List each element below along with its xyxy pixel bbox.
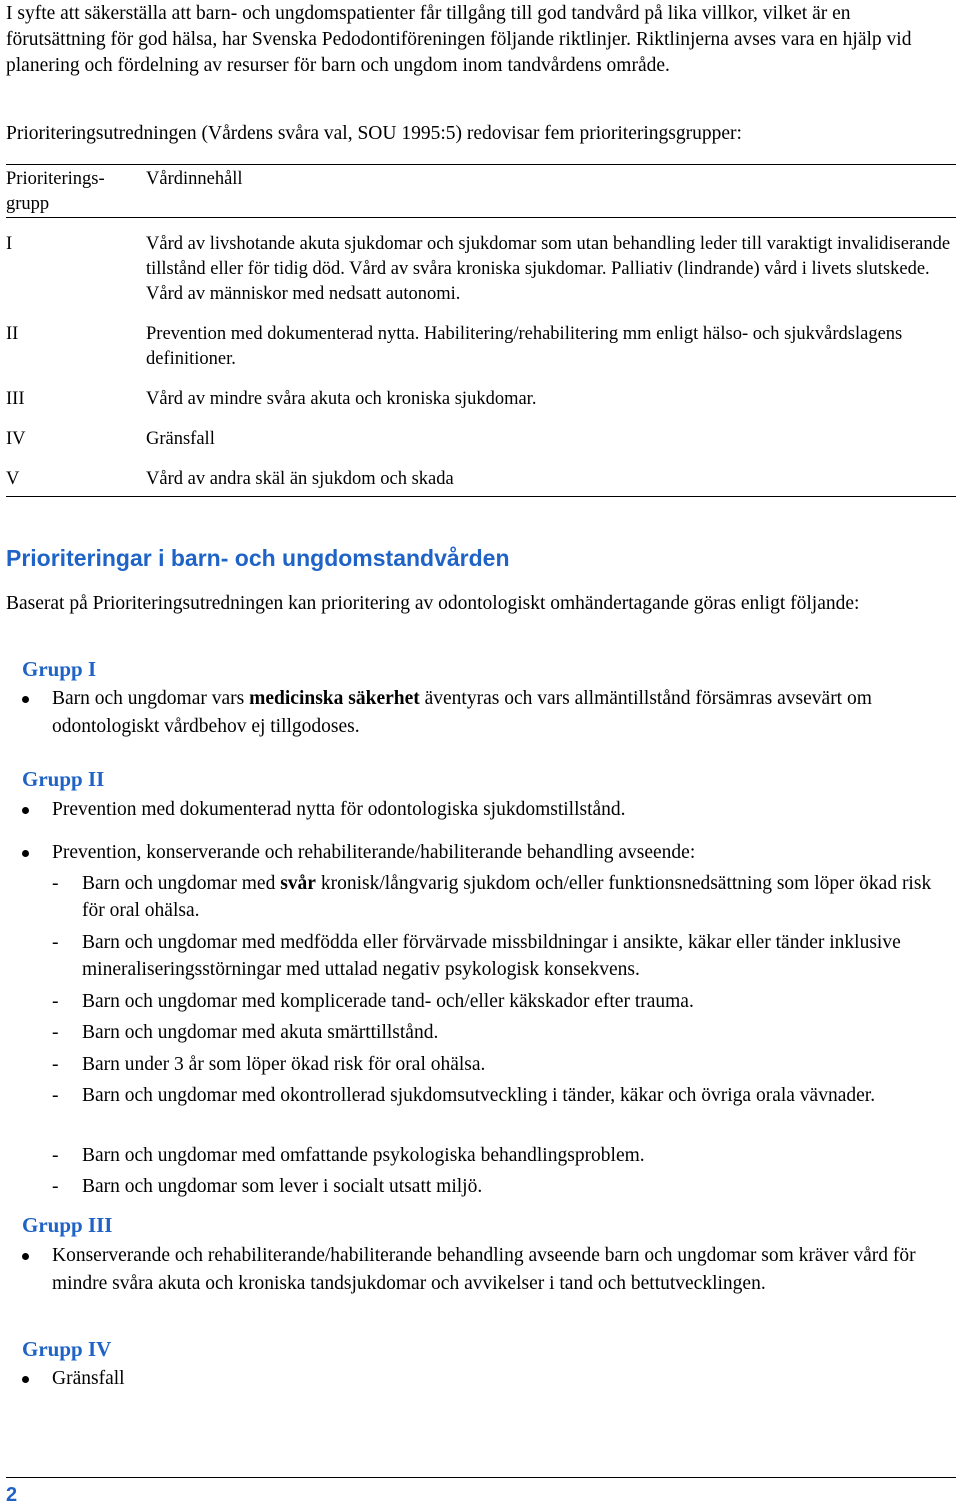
row-group-label: V: [6, 469, 20, 489]
bullet-icon: [22, 696, 29, 703]
sub-list-item-text: Barn under 3 år som löper ökad risk för oral ohälsa.: [82, 1054, 486, 1075]
row-content: Vård av mindre svåra akuta och kroniska sjukdomar.: [146, 389, 537, 409]
group-heading-3: Grupp III: [22, 1213, 113, 1237]
list-item-text: [52, 685, 952, 741]
row-group-label: IV: [6, 429, 26, 449]
emphasis: medicinska säkerhet: [249, 688, 420, 709]
text-span: Barn och ungdomar vars: [52, 688, 250, 709]
bullet-icon: [22, 1253, 29, 1260]
header-priority-group: Prioriterings- grupp: [6, 169, 105, 214]
sub-list-item-text: Barn och ungdomar med komplicerade tand- och/eller käkskador efter trauma.: [82, 991, 694, 1012]
list-item-text: Gränsfall: [52, 1368, 125, 1389]
group-heading-2: Grupp II: [22, 767, 105, 791]
dash-marker: -: [52, 1022, 59, 1043]
list-item-text: Prevention med dokumenterad nytta för odontologiska sjukdomstillstånd.: [52, 799, 626, 820]
bullet-icon: [22, 850, 29, 857]
dash-marker: -: [52, 1085, 59, 1106]
emphasis: svår: [280, 873, 316, 894]
text-span: kronisk/långvarig sjukdom och/eller funktionsnedsättning som löper ökad risk för oral ohälsa.: [82, 873, 932, 921]
sub-list-item-text: Barn och ungdomar med akuta smärttillstånd.: [82, 1022, 439, 1043]
dash-marker: -: [52, 1054, 59, 1075]
dash-marker: -: [52, 991, 59, 1012]
group-heading-1: Grupp I: [22, 657, 97, 681]
list-item-text: Konserverande och rehabiliterande/habiliterande behandling avseende barn och ungdomar som kräver vård för mindre svåra akuta och kroniska tandsjukdomar och avvikelser i tand och bettutvecklingen.: [52, 1245, 916, 1294]
sub-list-item-text: Barn och ungdomar med okontrollerad sjukdomsutveckling i tänder, käkar och övriga orala vävnader.: [82, 1085, 876, 1106]
dash-marker: -: [52, 1145, 59, 1166]
page-number: 2: [6, 1484, 18, 1506]
table-header: [6, 165, 956, 218]
sub-list-item-text: [82, 870, 952, 924]
group-heading-4: Grupp IV: [22, 1337, 112, 1361]
row-group-label: I: [6, 234, 13, 254]
intro-paragraph: I syfte att säkerställa att barn- och ungdomspatienter får tillgång till god tandvård på lika villkor, vilket är en förutsättning för god hälsa, har Svenska Pedodontiföreningen följande riktlinjer. Riktlinjerna avses vara en hjälp vid planering och fördelning av resurser för barn och ungdom inom tandvårdens område.: [6, 3, 912, 76]
footer-divider: [6, 1477, 956, 1478]
priority-groups-table: [6, 164, 956, 497]
sub-list-item-text: Barn och ungdomar med omfattande psykologiska behandlingsproblem.: [82, 1145, 645, 1166]
header-care-content: Vårdinnehåll: [146, 169, 243, 189]
row-content: Prevention med dokumenterad nytta. Habilitering/rehabilitering mm enligt hälso- och sjukvårdslagens definitioner.: [146, 324, 903, 369]
sub-list-item-text: Barn och ungdomar som lever i socialt utsatt miljö.: [82, 1176, 483, 1197]
row-content: Vård av livshotande akuta sjukdomar och sjukdomar som utan behandling leder till varaktigt invalidiserande tillstånd eller för tidig död. Vård av svåra kroniska sjukdomar. Palliativ (lindrande) vård i livets slutskede. Vård av människor med nedsatt autonomi.: [146, 234, 951, 304]
section-title: Prioriteringar i barn- och ungdomstandvården: [6, 545, 510, 571]
sub-list-item-text: Barn och ungdomar med medfödda eller förvärvade missbildningar i ansikte, käkar eller tänder inklusive mineraliseringsstörningar med uttalad negativ psykologisk konsekvens.: [82, 932, 901, 980]
dash-marker: -: [52, 1176, 59, 1197]
list-item-text: Prevention, konserverande och rehabiliterande/habiliterande behandling avseende:: [52, 842, 696, 863]
dash-marker: -: [52, 932, 59, 953]
text-span: äventyras och vars allmäntillstånd försämras avsevärt om odontologiskt vårdbehov ej tillgodoses.: [52, 688, 872, 737]
row-group-label: II: [6, 324, 19, 344]
dash-marker: -: [52, 873, 59, 894]
row-content: Gränsfall: [146, 429, 215, 449]
text-span: Barn och ungdomar med: [82, 873, 281, 894]
section-intro: Baserat på Prioriteringsutredningen kan prioritering av odontologiskt omhändertagande göras enligt följande:: [6, 593, 860, 614]
intro-paragraph-table-lead: Prioriteringsutredningen (Vårdens svåra val, SOU 1995:5) redovisar fem prioriteringsgrupper:: [6, 123, 742, 144]
row-group-label: III: [6, 389, 25, 409]
bullet-icon: [22, 1376, 29, 1383]
row-content: Vård av andra skäl än sjukdom och skada: [146, 469, 454, 489]
bullet-icon: [22, 807, 29, 814]
